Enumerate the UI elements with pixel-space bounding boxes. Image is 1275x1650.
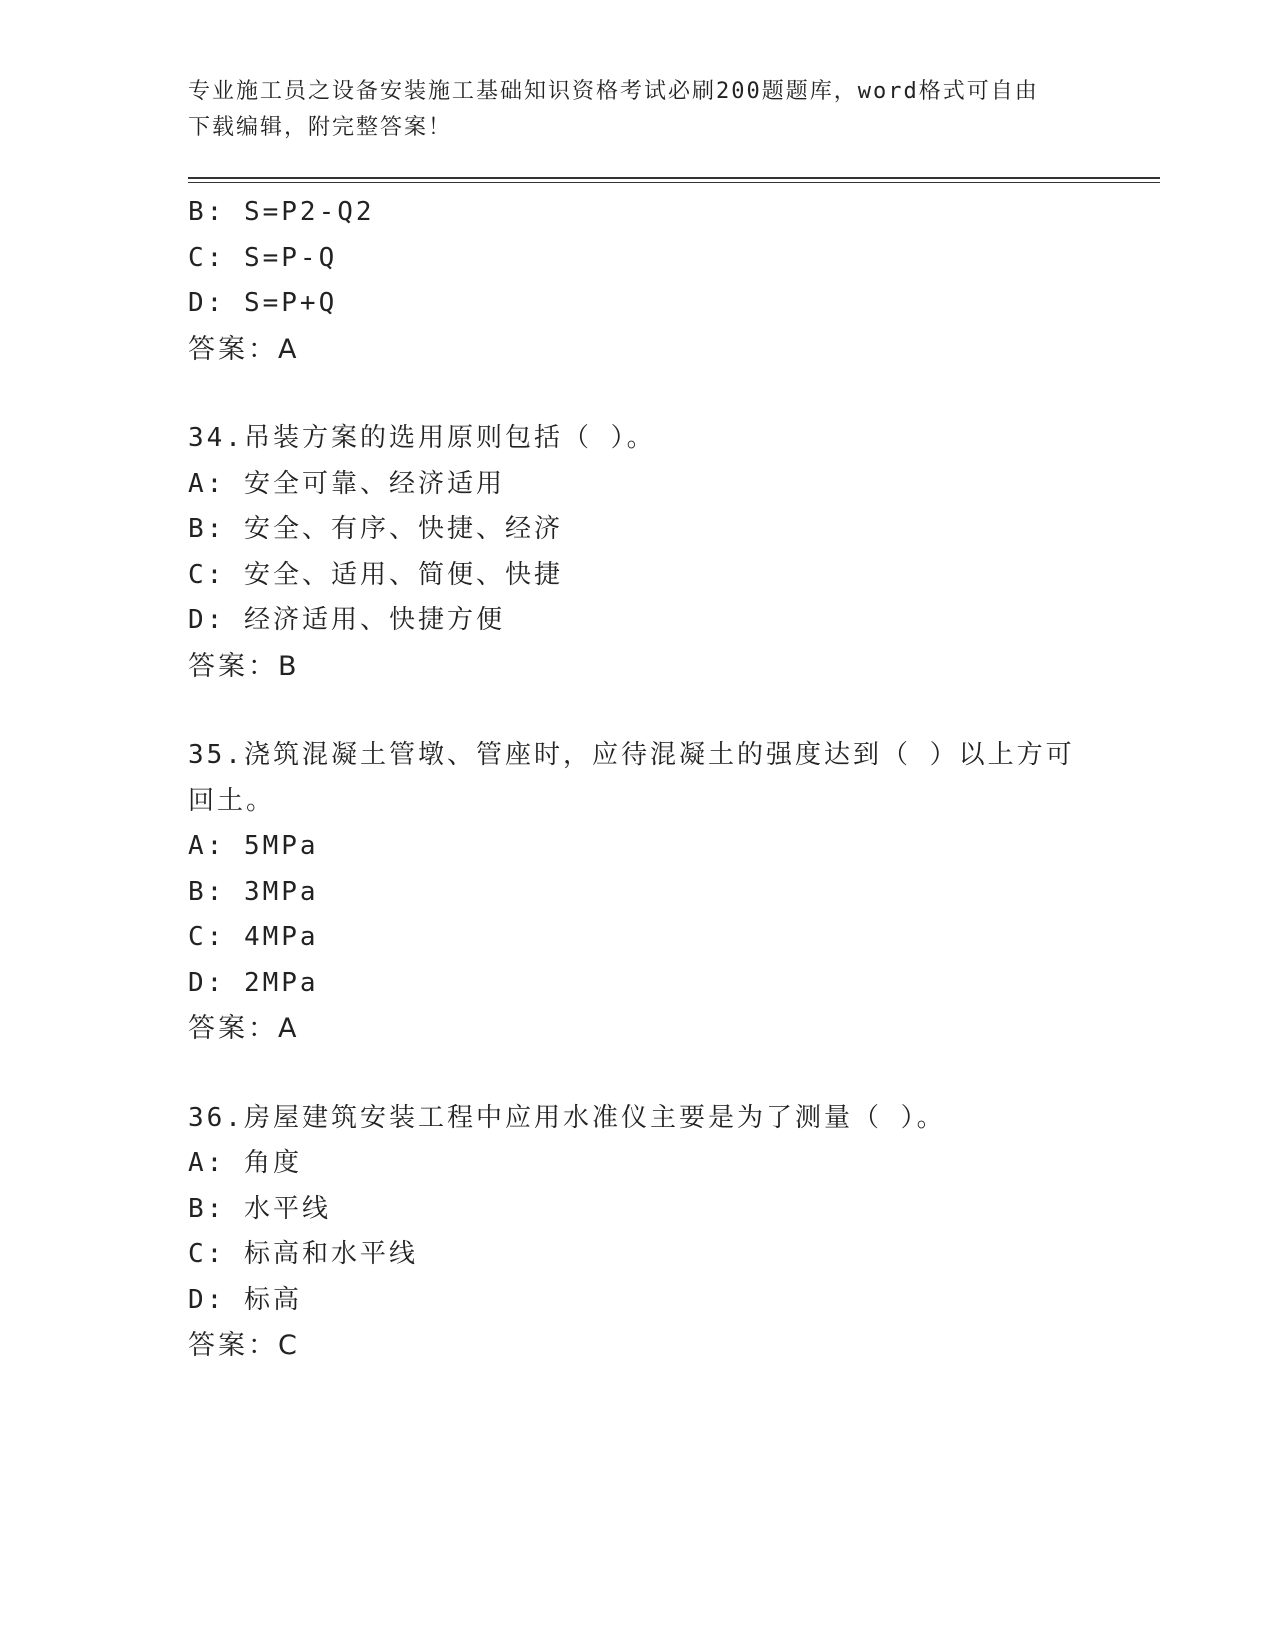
spacer	[188, 1052, 1088, 1096]
option-b: B: S=P2-Q2	[188, 197, 375, 227]
question-33-continuation	[188, 190, 1088, 372]
header-title-line-2: 下载编辑，附完整答案！	[188, 115, 453, 140]
answer-label: 答案：A	[188, 333, 300, 365]
question-36	[188, 1096, 1088, 1369]
option-c: C: 安全、适用、简便、快捷	[188, 559, 563, 590]
question-35	[188, 733, 1088, 1052]
option-d: D: S=P+Q	[188, 288, 338, 318]
option-a: A: 5MPa	[188, 831, 319, 861]
option-c: C: 标高和水平线	[188, 1239, 418, 1269]
spacer	[188, 372, 1088, 416]
option-c: C: S=P-Q	[188, 242, 338, 273]
spacer	[188, 689, 1088, 733]
question-stem: 35.浇筑混凝土管墩、管座时，应待混凝土的强度达到（ ）以上方可	[188, 740, 1075, 770]
answer-label: 答案：A	[188, 1013, 300, 1044]
header-title-line-1: 专业施工员之设备安装施工基础知识资格考试必刷200题题库，word格式可自由	[188, 79, 1039, 104]
option-b: B: 水平线	[188, 1193, 331, 1224]
option-d: D: 2MPa	[188, 967, 319, 998]
option-b: B: 安全、有序、快捷、经济	[188, 514, 563, 544]
question-stem: 36.房屋建筑安装工程中应用水准仪主要是为了测量（ ）。	[188, 1102, 946, 1133]
header-divider-thick	[188, 177, 1160, 179]
answer-label: 答案：C	[188, 1330, 300, 1361]
answer-label: 答案：B	[188, 650, 300, 682]
header-divider-thin	[188, 182, 1160, 183]
question-stem: 34.吊装方案的选用原则包括（ ）。	[188, 423, 656, 453]
question-34	[188, 416, 1088, 689]
document-header	[188, 74, 1068, 146]
option-a: A: 角度	[188, 1148, 302, 1178]
option-b: B: 3MPa	[188, 876, 319, 907]
option-a: A: 安全可靠、经济适用	[188, 468, 505, 499]
option-c: C: 4MPa	[188, 922, 319, 952]
option-d: D: 经济适用、快捷方便	[188, 605, 505, 635]
question-list	[188, 190, 1088, 1369]
option-d: D: 标高	[188, 1284, 302, 1315]
question-stem-continued: 回土。	[188, 785, 276, 816]
